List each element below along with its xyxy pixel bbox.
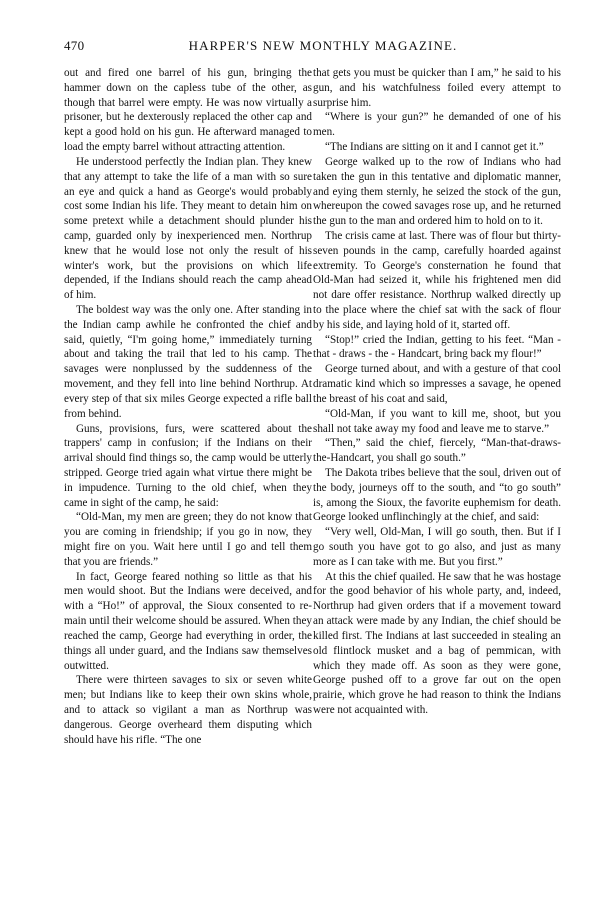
paragraph: “Stop!” cried the Indian, getting to his feet. “Man - that - draws - the - Handcart, bring back my flour!” [313,333,561,361]
paragraph: out and fired one barrel of his gun, bringing the hammer down on the capless tube of the other, as though that barrel were empty. He was now virtually a prisoner, but he dexterously replaced the other cap and kept a good hold on his gun. He afterward managed to load the empty barrel without attracting attention. [64,67,312,154]
paragraph: There were thirteen savages to six or seven white men; but Indians like to keep their own skins whole, and to attack so vigilant a man as Northrup was dangerous. George overheard them disputing which should have his rifle. “The one [64,674,312,746]
paragraph: “The Indians are sitting on it and I cannot get it.” [325,141,544,154]
page-number: 470 [64,38,85,53]
paragraph: At this the chief quailed. He saw that he was hostage for the good behavior of his whole party, and, indeed, Northrup had given orders that if a movement toward an attack were made by any Indian, the chief should be killed first. The Indians at last succeeded in stealing an old flintlock musket and a bag of pemmican, with which they made off. As soon as they were gone, George pushed off to a grove far out on the open prairie, which grove he had reason to think the Indians were not acquainted with. [313,570,561,716]
paragraph: George turned about, and with a gesture of that cool dramatic kind which so impresses a savage, he opened the breast of his coat and said, [313,363,561,405]
right-column [313,66,561,718]
paragraph: George walked up to the row of Indians who had taken the gun in this tentative and diplomatic manner, and eying them sternly, he seized the stock of the gun, whereupon the cowed savages rose up, and he returned the gun to the man and ordered him to hold on to it. [313,155,561,228]
paragraph: “Where is your gun?” he demanded of one of his men. [313,111,561,139]
paragraph: “Old-Man, if you want to kill me, shoot, but you shall not take away my food and leave me to starve.” [313,407,561,435]
paragraph: that gets you must be quicker than I am,” he said to his gun, and his watchfulness foiled every attempt to surprise him. [313,67,561,109]
left-column [64,66,312,747]
paragraph: Guns, provisions, furs, were scattered about the trappers' camp in confusion; if the Indians on their arrival should find things so, the camp would be utterly stripped. George tried again what virtue there might be in impudence. Turning to the old chief, when they came in sight of the camp, he said: [64,422,312,509]
paragraph: He understood perfectly the Indian plan. They knew that any attempt to take the life of a man with so sure an eye and quick a hand as George's would probably cost some Indian his life. They meant to detain him on some pretext while a detachment should plunder his camp, guarded only by inexperienced men. Northrup knew that he would lose not only the result of his winter's work, but the provisions on which life depended, if the Indians should reach the camp ahead of him. [64,155,312,302]
paragraph: “Old-Man, my men are green; they do not know that you are coming in friendship; if you go in now, they might fire on you. Wait here until I go and tell them that you are friends.” [64,511,312,568]
paragraph: The Dakota tribes believe that the soul, driven out of the body, journeys off to the south, and “to go south” is, among the Sioux, the favorite euphemism for death. George looked unflinchingly at the chief, and said: [313,466,561,524]
paragraph: “Then,” said the chief, fiercely, “Man-that-draws-the-Handcart, you shall go south.” [313,437,561,465]
paragraph: The crisis came at last. There was of flour but thirty-seven pounds in the camp, carefully hoarded against extremity. To George's consternation he found that Old-Man had seized it, while his frightened men did not dare offer resistance. Northrup walked directly up to the place where the chief sat with the sack of flour by his side, and laying hold of it, started off. [313,229,561,331]
paragraph: The boldest way was the only one. After standing in the Indian camp awhile he confronted the chief and said, quietly, “I'm going home,” immediately turning about and taking the trail that led to his camp. The savages were nonplussed by the suddenness of the movement, and they fell into line behind Northrup. At every step of that six miles George expected a rifle ball from behind. [64,304,312,420]
running-title: HARPER'S NEW MONTHLY MAGAZINE. [188,38,458,53]
paragraph: In fact, George feared nothing so little as that his men would shoot. But the Indians were deceived, and with a “Ho!” of approval, the Sioux consented to remain until their welcome should be assured. When they reached the camp, George had everything in order, the things all under guard, and the Indians saw themselves outwitted. [64,570,312,672]
page-header [64,38,552,58]
paragraph: “Very well, Old-Man, I will go south, then. But if I go south you have got to go also, and just as many more as I can take with me. But you first.” [313,526,561,568]
